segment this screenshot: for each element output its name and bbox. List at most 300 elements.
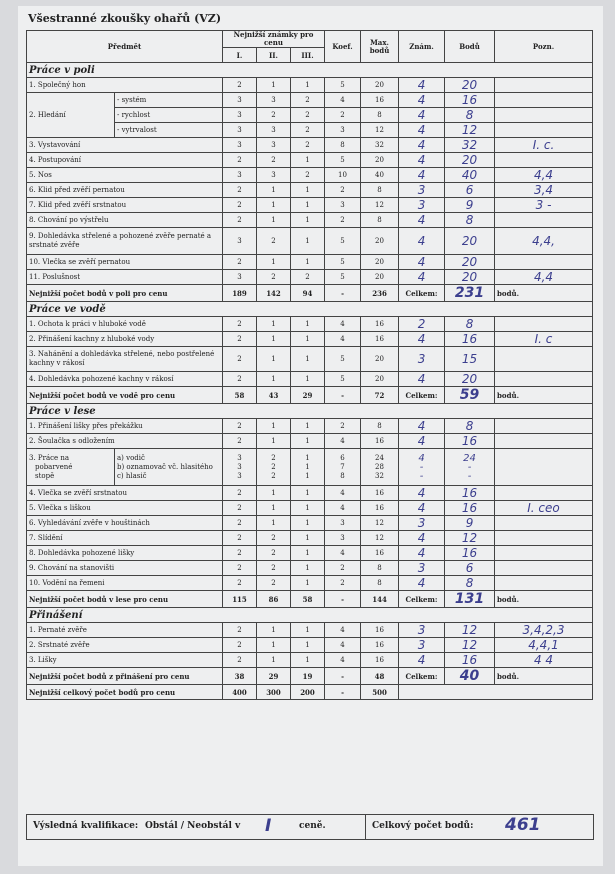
col-cena-3: III. (291, 48, 325, 63)
table-row (27, 138, 593, 153)
table-row (27, 419, 593, 434)
celkem-label: Celkem: (399, 387, 445, 404)
cell-znam: 4 (399, 255, 445, 270)
value: - (467, 461, 472, 473)
cell-znam: 4 (399, 546, 445, 561)
cell-pozn (495, 255, 593, 270)
cell-c2: 2 (257, 561, 291, 576)
cell-c2: 3 (257, 168, 291, 183)
value: 3 (237, 471, 242, 480)
cell-c3: 2 (291, 108, 325, 123)
cell-znam: 4 (399, 108, 445, 123)
subject: 4. Vlečka se zvěří srstnatou (27, 486, 223, 501)
celkem-label: Celkem: (399, 591, 445, 608)
value: 2 (271, 453, 276, 462)
header-row (27, 31, 593, 48)
cell-c1: 2 (223, 213, 257, 228)
cell-max: 16 (361, 93, 399, 108)
cell-c2: 1 (257, 332, 291, 347)
cell-max: 8 (361, 561, 399, 576)
cell-bodu: 20 (445, 372, 495, 387)
cell-bodu: 8 (445, 576, 495, 591)
cell-max: 20 (361, 228, 399, 255)
cell-znam: 4 (399, 78, 445, 93)
section-les (27, 404, 593, 419)
cell-c3: 1 (291, 486, 325, 501)
cell-c3: 2 (291, 270, 325, 285)
cell-c1: 2 (223, 623, 257, 638)
cell-pozn (495, 153, 593, 168)
cell-koef: 5 (325, 255, 361, 270)
cell-c1: 2 (223, 183, 257, 198)
cell-c1: 2 (223, 486, 257, 501)
cell-pozn (495, 531, 593, 546)
total-max: 236 (361, 285, 399, 302)
celkem-value: 40 (445, 668, 495, 685)
col-predmet: Předmět (27, 31, 223, 63)
cell-c3: 1 (291, 347, 325, 372)
cell-pozn: 4,4,1 (495, 638, 593, 653)
cell-c3: 2 (291, 123, 325, 138)
total-row-voda (27, 387, 593, 404)
total-c1: 58 (223, 387, 257, 404)
final-qualification (26, 814, 594, 840)
cell-c1: 2 (223, 372, 257, 387)
cell-c1: 3 (223, 228, 257, 255)
subject: 8. Dohledávka pohozené lišky (27, 546, 223, 561)
cell-c3: 2 (291, 93, 325, 108)
cell-c2: 1 (257, 516, 291, 531)
cena-value: I (265, 816, 272, 836)
table-row (27, 168, 593, 183)
grand-total-row (27, 685, 593, 700)
subject: 9. Dohledávka střelené a pohozené zvěře pernaté a srstnaté zvěře (27, 228, 223, 255)
table-row (27, 255, 593, 270)
cell-max: 12 (361, 531, 399, 546)
grand-total-c2: 300 (257, 685, 291, 700)
cell-c1: 2 (223, 317, 257, 332)
subject: 2. Šoulačka s odložením (27, 434, 223, 449)
cell-c2 (257, 449, 291, 486)
total-label: Nejnižší počet bodů ve vodě pro cenu (27, 387, 223, 404)
cell-koef: 4 (325, 638, 361, 653)
celkem-value: 231 (445, 285, 495, 302)
stopa-sub-1: a) vodič (117, 453, 145, 462)
subject-stopa-sub (115, 449, 223, 486)
cell-max: 20 (361, 78, 399, 93)
table-row (27, 561, 593, 576)
cell-pozn (495, 317, 593, 332)
total-label: Nejnižší počet bodů v poli pro cenu (27, 285, 223, 302)
cell-bodu: 40 (445, 168, 495, 183)
cell-c2: 3 (257, 93, 291, 108)
subject: 2. Přinášení kachny z hluboké vody (27, 332, 223, 347)
cell-max: 32 (361, 138, 399, 153)
col-znam: Znám. (399, 31, 445, 63)
stopa-sub-2: b) oznamovač vč. hlasitého (117, 462, 213, 471)
cell-max: 16 (361, 486, 399, 501)
cell-c2: 1 (257, 347, 291, 372)
bodu-label: bodů. (495, 668, 593, 685)
grand-total-label: Nejnižší celkový počet bodů pro cenu (27, 685, 223, 700)
kvalifikace-label: Výsledná kvalifikace: (33, 821, 139, 831)
cell-c2: 1 (257, 255, 291, 270)
cell-koef: 5 (325, 347, 361, 372)
cell-koef: 4 (325, 623, 361, 638)
subject: 6. Klid před zvěří pernatou (27, 183, 223, 198)
cell-bodu: 16 (445, 653, 495, 668)
cell-pozn: 3 - (495, 198, 593, 213)
value: 3 (237, 462, 242, 471)
subject-stopa (27, 449, 115, 486)
cell-koef: 4 (325, 486, 361, 501)
total-c2: 86 (257, 591, 291, 608)
cell-c1: 2 (223, 576, 257, 591)
cell-c1: 2 (223, 434, 257, 449)
cell-pozn: 4,4 (495, 270, 593, 285)
value: - (467, 470, 472, 482)
subject: 7. Klid před zvěří srstnatou (27, 198, 223, 213)
cell-c1: 3 (223, 108, 257, 123)
cell-pozn (495, 213, 593, 228)
cell-c2: 1 (257, 183, 291, 198)
cell-bodu: 9 (445, 516, 495, 531)
total-row-prinaseni (27, 668, 593, 685)
cell-c2: 1 (257, 198, 291, 213)
total-c3: 29 (291, 387, 325, 404)
cell-bodu: 12 (445, 623, 495, 638)
cell-koef: 3 (325, 123, 361, 138)
cell-c2: 1 (257, 623, 291, 638)
stopa-name-2: pobarvené (35, 462, 73, 471)
cell-znam: 3 (399, 623, 445, 638)
cell-bodu: 8 (445, 419, 495, 434)
cell-koef: 4 (325, 317, 361, 332)
table-row (27, 228, 593, 255)
cell-c1: 2 (223, 516, 257, 531)
score-sheet (18, 6, 603, 866)
cell-max: 8 (361, 419, 399, 434)
total-c2: 142 (257, 285, 291, 302)
celkovy-label: Celkový počet bodů: (365, 815, 473, 839)
subject: 1. Ochota k práci v hluboké vodě (27, 317, 223, 332)
subject: 3. Lišky (27, 653, 223, 668)
cell-bodu: 9 (445, 198, 495, 213)
table-row (27, 153, 593, 168)
cell-pozn (495, 78, 593, 93)
bodu-label: bodů. (495, 591, 593, 608)
cell-max: 40 (361, 168, 399, 183)
cell-c2: 3 (257, 138, 291, 153)
table-row (27, 93, 593, 108)
cell-pozn (495, 561, 593, 576)
col-nejnizsi: Nejnižší známky pro cenu (223, 31, 325, 48)
cell-bodu: 16 (445, 501, 495, 516)
cell-znam: 4 (399, 93, 445, 108)
cell-bodu: 16 (445, 434, 495, 449)
cell-c2: 1 (257, 78, 291, 93)
table-row (27, 638, 593, 653)
cell-c2: 1 (257, 213, 291, 228)
cell-pozn: 3,4,2,3 (495, 623, 593, 638)
cell-c1: 3 (223, 270, 257, 285)
cell-c2: 2 (257, 576, 291, 591)
value: 4 (418, 452, 425, 464)
cell-c2: 1 (257, 638, 291, 653)
cell-pozn (495, 123, 593, 138)
cell-znam: 3 (399, 561, 445, 576)
cell-znam: 3 (399, 198, 445, 213)
cell-pozn (495, 93, 593, 108)
section-prinaseni (27, 608, 593, 623)
cell-c3: 1 (291, 153, 325, 168)
cell-koef: 2 (325, 213, 361, 228)
cell-max: 20 (361, 372, 399, 387)
table-row (27, 198, 593, 213)
total-c3: 94 (291, 285, 325, 302)
grand-total-c1: 400 (223, 685, 257, 700)
obstal-label: Obstál / Neobstál v (145, 821, 241, 831)
subject-sub: - systém (115, 93, 223, 108)
col-cena-1: I. (223, 48, 257, 63)
cell-c2: 3 (257, 123, 291, 138)
value: - (419, 470, 424, 482)
cell-bodu: 20 (445, 228, 495, 255)
cell-znam: 4 (399, 653, 445, 668)
value: 1 (305, 453, 310, 462)
cell-max: 16 (361, 434, 399, 449)
cell-c3: 2 (291, 138, 325, 153)
grand-total-max: 500 (361, 685, 399, 700)
cell-c2: 1 (257, 434, 291, 449)
celkem-label: Celkem: (399, 285, 445, 302)
cell-pozn (495, 347, 593, 372)
grand-total-empty (399, 685, 593, 700)
table-row (27, 347, 593, 372)
cell-bodu: 20 (445, 78, 495, 93)
cell-c3: 1 (291, 317, 325, 332)
value: 24 (375, 453, 384, 462)
cell-koef: 3 (325, 198, 361, 213)
value: 8 (340, 471, 345, 480)
cell-pozn: 4,4, (495, 228, 593, 255)
cell-koef: 10 (325, 168, 361, 183)
cell-znam: 4 (399, 434, 445, 449)
table-row (27, 486, 593, 501)
total-label: Nejnižší počet bodů v lese pro cenu (27, 591, 223, 608)
cell-c1: 2 (223, 638, 257, 653)
cell-c3: 1 (291, 198, 325, 213)
cell-znam: 4 (399, 168, 445, 183)
cell-max: 8 (361, 576, 399, 591)
cell-koef: 5 (325, 372, 361, 387)
subject: 5. Nos (27, 168, 223, 183)
cell-c3: 1 (291, 501, 325, 516)
score-table (26, 30, 593, 700)
stopa-name-3: stopě (35, 471, 55, 480)
cell-c3: 1 (291, 561, 325, 576)
table-row (27, 501, 593, 516)
cell-koef: 3 (325, 531, 361, 546)
celkem-value: 59 (445, 387, 495, 404)
table-row (27, 516, 593, 531)
cell-c3: 1 (291, 255, 325, 270)
bodu-label: bodů. (495, 387, 593, 404)
cell-c3: 1 (291, 213, 325, 228)
cell-pozn (495, 576, 593, 591)
total-koef: - (325, 387, 361, 404)
value: 32 (375, 471, 384, 480)
subject: 2. Hledání (27, 93, 115, 138)
cell-bodu: 20 (445, 255, 495, 270)
total-c3: 58 (291, 591, 325, 608)
subject: 7. Slídění (27, 531, 223, 546)
total-koef: - (325, 591, 361, 608)
subject: 2. Srstnaté zvěře (27, 638, 223, 653)
value: - (419, 461, 424, 473)
subject: 10. Vodění na řemeni (27, 576, 223, 591)
cell-znam: 4 (399, 576, 445, 591)
cell-koef: 2 (325, 108, 361, 123)
cell-bodu (445, 449, 495, 486)
cell-max: 12 (361, 198, 399, 213)
total-row-pole (27, 285, 593, 302)
cell-pozn (495, 486, 593, 501)
cell-pozn (495, 108, 593, 123)
cell-bodu: 12 (445, 638, 495, 653)
cell-bodu: 8 (445, 213, 495, 228)
cell-znam: 3 (399, 516, 445, 531)
cell-znam: 3 (399, 183, 445, 198)
cell-koef: 2 (325, 419, 361, 434)
section-title: Přinášení (27, 608, 593, 623)
section-pole (27, 63, 593, 78)
cell-c1: 2 (223, 332, 257, 347)
subject: 5. Vlečka s liškou (27, 501, 223, 516)
table-row (27, 434, 593, 449)
cell-bodu: 8 (445, 108, 495, 123)
cell-c3: 1 (291, 546, 325, 561)
cell-max: 16 (361, 638, 399, 653)
subject: 3. Vystavování (27, 138, 223, 153)
cell-koef: 3 (325, 516, 361, 531)
grand-total-koef: - (325, 685, 361, 700)
cell-znam: 4 (399, 501, 445, 516)
table-row (27, 213, 593, 228)
subject: 8. Chování po výstřelu (27, 213, 223, 228)
section-title: Práce v poli (27, 63, 593, 78)
cell-max (361, 449, 399, 486)
cell-znam: 4 (399, 372, 445, 387)
cell-koef: 4 (325, 653, 361, 668)
celkem-value: 131 (445, 591, 495, 608)
section-title: Práce v lese (27, 404, 593, 419)
value: 1 (305, 471, 310, 480)
subject-sub: - vytrvalost (115, 123, 223, 138)
cell-bodu: 16 (445, 486, 495, 501)
cell-koef: 8 (325, 138, 361, 153)
cell-bodu: 8 (445, 317, 495, 332)
subject: 10. Vlečka se zvěří pernatou (27, 255, 223, 270)
cell-koef (325, 449, 361, 486)
cell-c3: 1 (291, 653, 325, 668)
col-max: Max. bodů (361, 31, 399, 63)
total-max: 72 (361, 387, 399, 404)
cell-koef: 2 (325, 576, 361, 591)
table-row (27, 653, 593, 668)
table-row (27, 546, 593, 561)
cell-c1: 3 (223, 138, 257, 153)
cell-znam (399, 449, 445, 486)
total-koef: - (325, 668, 361, 685)
cell-max: 12 (361, 516, 399, 531)
cell-c1: 2 (223, 198, 257, 213)
cell-c1: 2 (223, 419, 257, 434)
cell-c2: 2 (257, 153, 291, 168)
cell-c3: 1 (291, 576, 325, 591)
subject: 1. Společný hon (27, 78, 223, 93)
cell-c3: 1 (291, 372, 325, 387)
cell-c1: 2 (223, 347, 257, 372)
subject: 11. Poslušnost (27, 270, 223, 285)
cell-znam: 4 (399, 419, 445, 434)
cell-c1: 2 (223, 501, 257, 516)
cell-pozn (495, 516, 593, 531)
value: 7 (340, 462, 345, 471)
subject: 1. Přinášení lišky přes překážku (27, 419, 223, 434)
cell-c3: 1 (291, 183, 325, 198)
cell-pozn (495, 434, 593, 449)
cell-znam: 4 (399, 153, 445, 168)
cell-bodu: 32 (445, 138, 495, 153)
total-row-les (27, 591, 593, 608)
cell-c3: 1 (291, 78, 325, 93)
cell-c2: 1 (257, 501, 291, 516)
cell-bodu: 16 (445, 332, 495, 347)
cell-bodu: 16 (445, 93, 495, 108)
total-max: 144 (361, 591, 399, 608)
table-row (27, 332, 593, 347)
table-row-stopa (27, 449, 593, 486)
subject: 3. Nahánění a dohledávka střelené, nebo postřelené kachny v rákosí (27, 347, 223, 372)
table-row (27, 317, 593, 332)
cell-max: 16 (361, 653, 399, 668)
cell-c2: 2 (257, 270, 291, 285)
cell-bodu: 6 (445, 183, 495, 198)
total-c3: 19 (291, 668, 325, 685)
section-title: Práce ve vodě (27, 302, 593, 317)
cell-koef: 5 (325, 153, 361, 168)
cell-koef: 2 (325, 183, 361, 198)
value: 6 (340, 453, 345, 462)
total-koef: - (325, 285, 361, 302)
cell-pozn: 3,4 (495, 183, 593, 198)
cell-bodu: 12 (445, 531, 495, 546)
cell-c3 (291, 449, 325, 486)
cell-c1: 2 (223, 561, 257, 576)
cell-koef: 4 (325, 434, 361, 449)
cell-c2: 1 (257, 317, 291, 332)
cell-bodu: 15 (445, 347, 495, 372)
cell-pozn (495, 546, 593, 561)
cell-znam: 4 (399, 531, 445, 546)
cell-max: 12 (361, 123, 399, 138)
cell-c1: 3 (223, 93, 257, 108)
col-cena-2: II. (257, 48, 291, 63)
subject: 1. Pernaté zvěře (27, 623, 223, 638)
total-c2: 43 (257, 387, 291, 404)
cell-max: 20 (361, 270, 399, 285)
